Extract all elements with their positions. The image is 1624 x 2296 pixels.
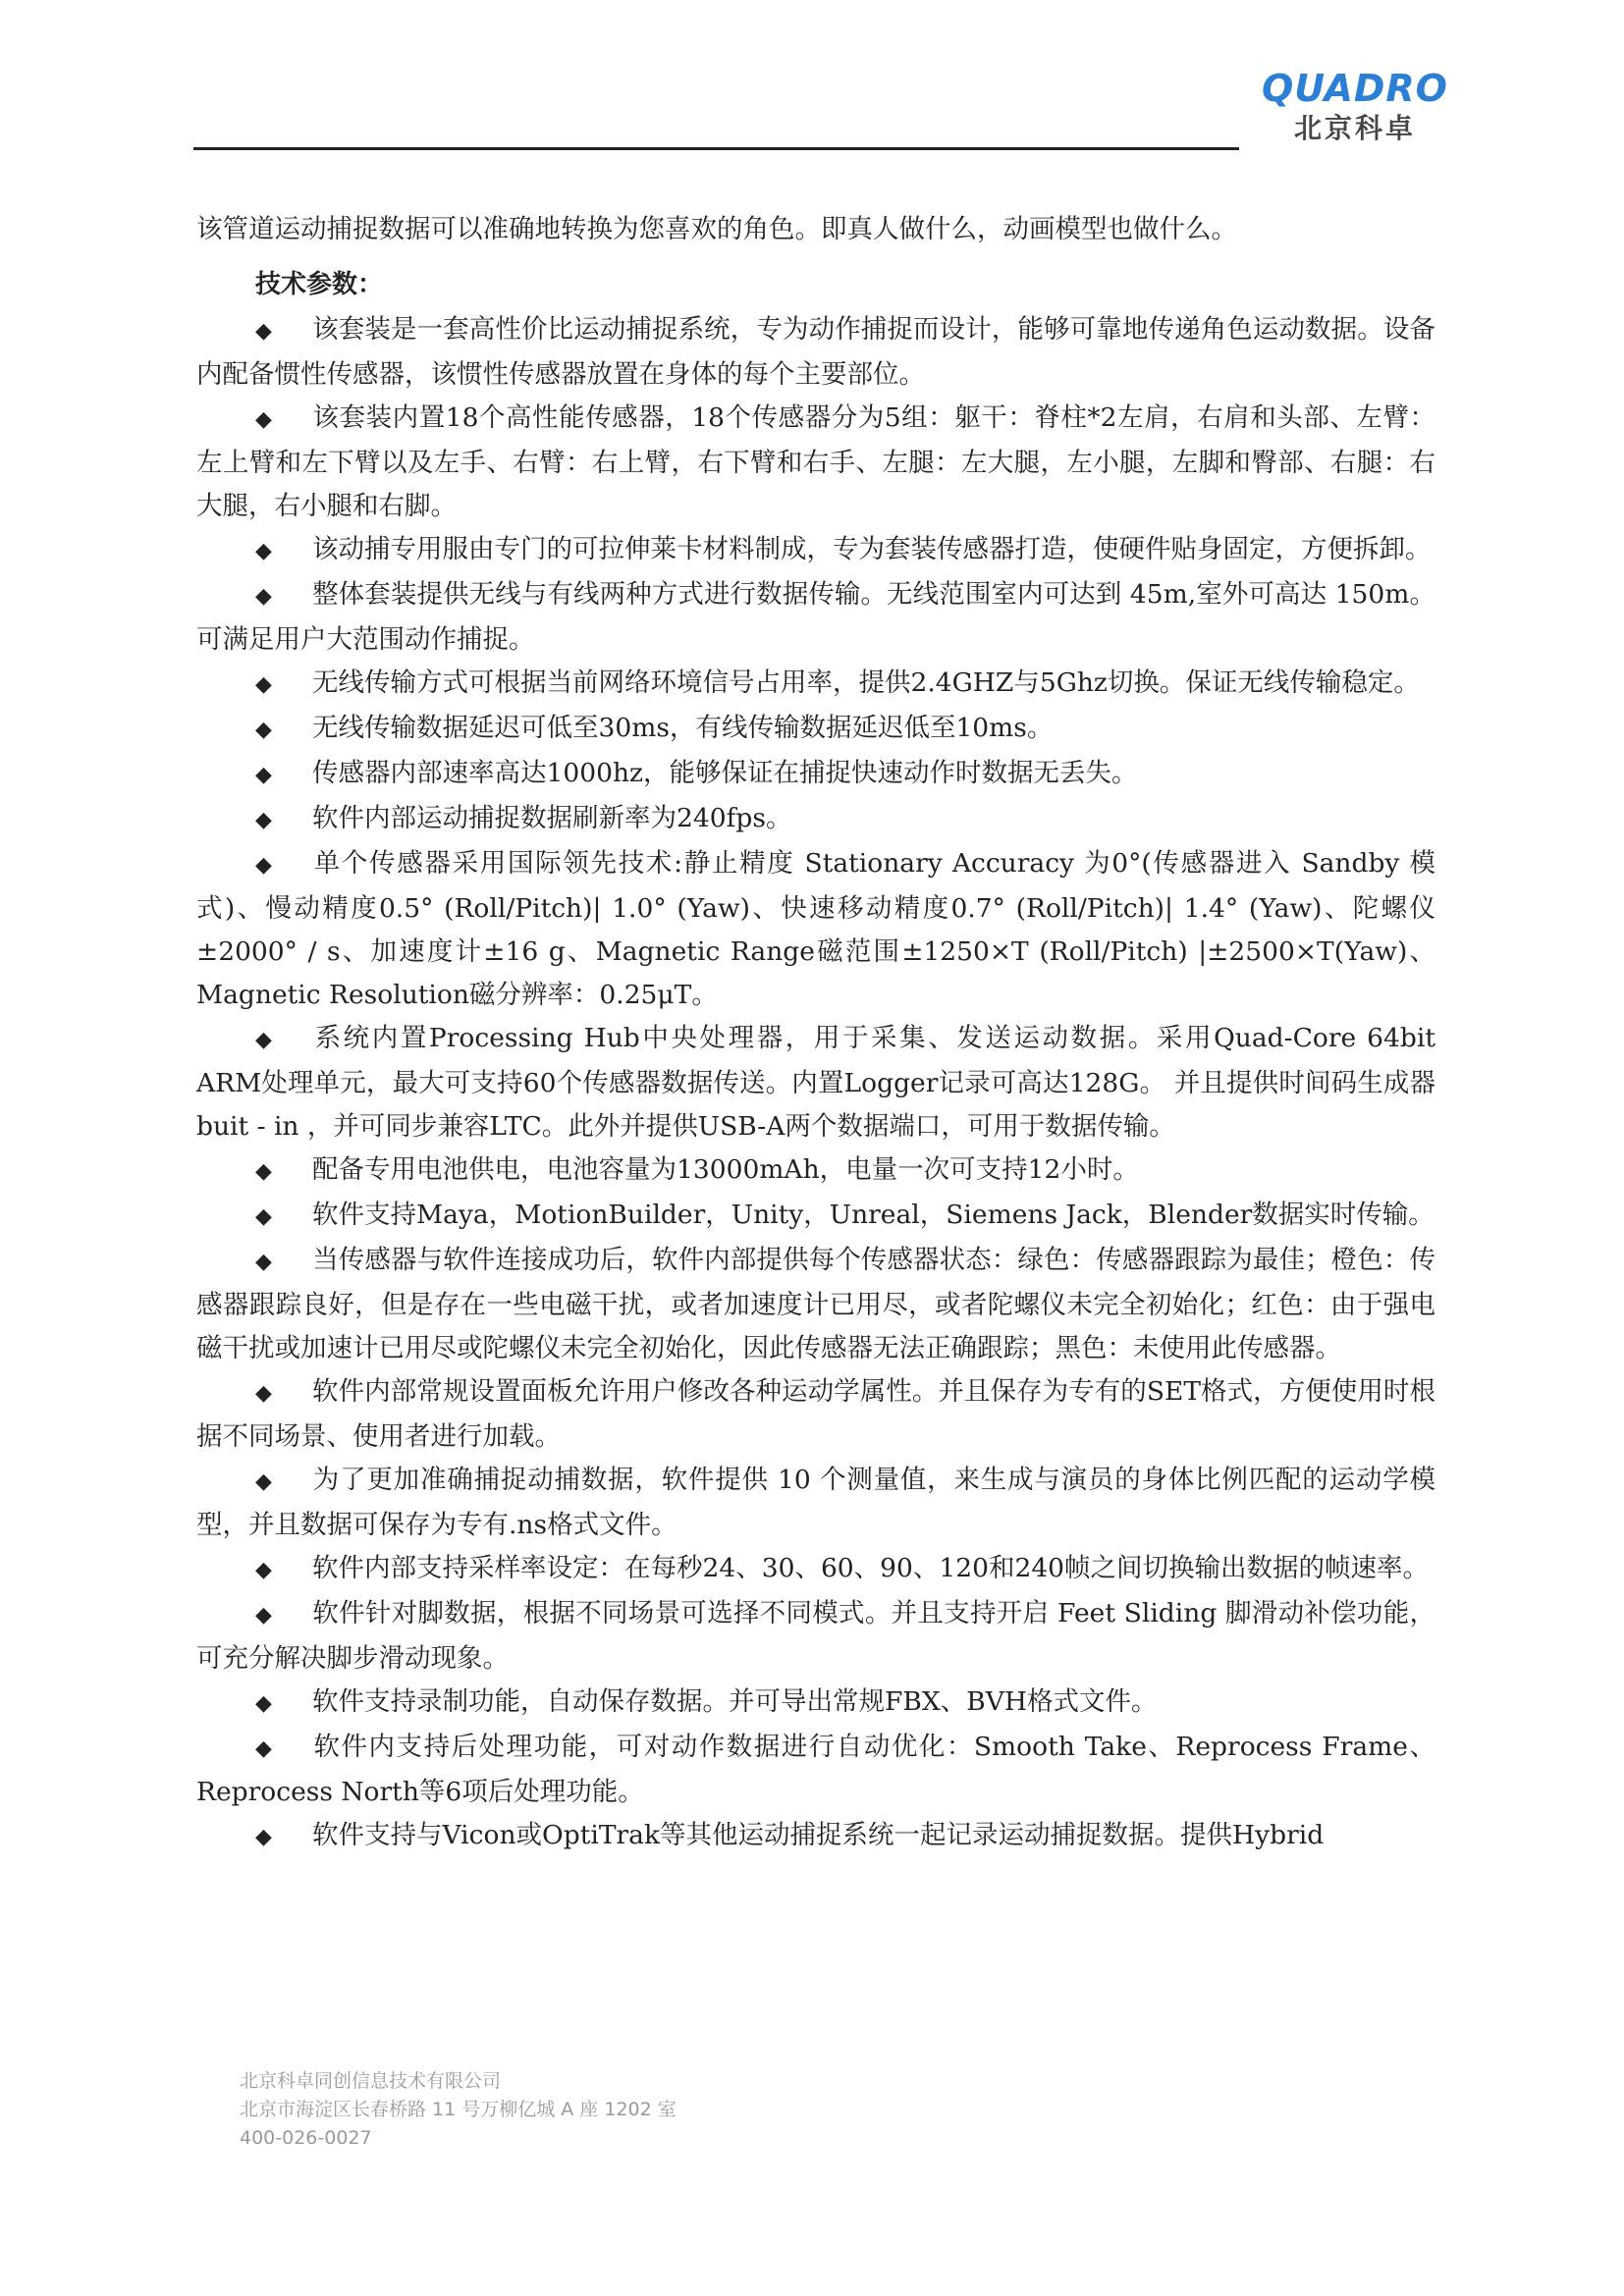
diamond-bullet-icon: ◆ [255, 718, 272, 742]
diamond-bullet-icon: ◆ [255, 584, 272, 609]
spec-bullet-text: 软件支持录制功能，自动保存数据。并可导出常规FBX、BVH格式文件。 [312, 1686, 1158, 1717]
spec-bullet-item [196, 308, 1435, 397]
diamond-bullet-icon: ◆ [255, 763, 272, 787]
page-footer [240, 2067, 677, 2153]
section-heading-specs: 技术参数： [255, 270, 384, 299]
logo-brand-text: QUADRO [1262, 67, 1448, 110]
logo-chinese-name: 北京科卓 [1293, 112, 1416, 144]
spec-bullet-text: 软件内部常规设置面板允许用户修改各种运动学属性。并且保存为专有的SET格式，方便使用时根据不同场景、使用者进行加载。 [196, 1376, 1435, 1452]
spec-bullet-item [196, 1017, 1435, 1148]
diamond-bullet-icon: ◆ [255, 1159, 272, 1184]
header-divider [193, 147, 1239, 150]
diamond-bullet-icon: ◆ [255, 1736, 272, 1761]
spec-bullet-item [196, 1547, 1435, 1592]
diamond-bullet-icon: ◆ [255, 539, 272, 563]
spec-bullet-item [196, 573, 1435, 662]
diamond-bullet-icon: ◆ [255, 1691, 272, 1716]
spec-bullet-item [196, 1681, 1435, 1726]
footer-company-name: 北京科卓同创信息技术有限公司 [240, 2070, 502, 2092]
diamond-bullet-icon: ◆ [255, 672, 272, 697]
diamond-bullet-icon: ◆ [255, 1825, 272, 1849]
document-body [196, 208, 1435, 1859]
diamond-bullet-icon: ◆ [255, 853, 272, 878]
spec-bullet-item [196, 528, 1435, 573]
spec-bullet-text: 该套装内置18个高性能传感器，18个传感器分为5组：躯干：脊柱*2左肩，右肩和头部、左臂：左上臂和左下臂以及左手、右臂：右上臂，右下臂和右手、左腿：左大腿，左小腿，左脚和臀部、右腿：右大腿，右小腿和右脚。 [196, 402, 1435, 521]
diamond-bullet-icon: ◆ [255, 1250, 272, 1274]
diamond-bullet-icon: ◆ [255, 319, 272, 344]
spec-bullet-item [196, 397, 1435, 528]
spec-bullet-list [196, 308, 1435, 1859]
spec-bullet-text: 软件内部支持采样率设定：在每秒24、30、60、90、120和240帧之间切换输出数据的帧速率。 [312, 1553, 1430, 1583]
spec-bullet-text: 无线传输方式可根据当前网络环境信号占用率，提供2.4GHZ与5Ghz切换。保证无线传输稳定。 [312, 667, 1420, 698]
spec-bullet-text: 软件内支持后处理功能，可对动作数据进行自动优化：Smooth Take、Reprocess Frame、Reprocess North等6项后处理功能。 [196, 1732, 1435, 1807]
diamond-bullet-icon: ◆ [255, 1028, 272, 1052]
diamond-bullet-icon: ◆ [255, 1381, 272, 1406]
company-logo [1257, 67, 1453, 145]
spec-bullet-text: 软件支持与Vicon或OptiTrak等其他运动捕捉系统一起记录运动捕捉数据。提供Hybrid [312, 1820, 1325, 1850]
spec-bullet-item [196, 707, 1435, 752]
diamond-bullet-icon: ◆ [255, 1469, 272, 1494]
diamond-bullet-icon: ◆ [255, 1204, 272, 1229]
intro-paragraph: 该管道运动捕捉数据可以准确地转换为您喜欢的角色。即真人做什么，动画模型也做什么。 [196, 214, 1237, 244]
spec-bullet-item [196, 752, 1435, 797]
diamond-bullet-icon: ◆ [255, 1558, 272, 1582]
diamond-bullet-icon: ◆ [255, 1603, 272, 1628]
diamond-bullet-icon: ◆ [255, 808, 272, 832]
spec-bullet-text: 为了更加准确捕捉动捕数据，软件提供 10 个测量值，来生成与演员的身体比例匹配的运动学模型，并且数据可保存为专有.ns格式文件。 [196, 1465, 1435, 1540]
spec-bullet-item [196, 1370, 1435, 1459]
spec-bullet-item [196, 1459, 1435, 1547]
spec-bullet-item [196, 662, 1435, 707]
footer-address: 北京市海淀区长春桥路 11 号万柳亿城 A 座 1202 室 [240, 2099, 677, 2120]
spec-bullet-text: 该套装是一套高性价比运动捕捉系统，专为动作捕捉而设计，能够可靠地传递角色运动数据。设备内配备惯性传感器，该惯性传感器放置在身体的每个主要部位。 [196, 314, 1435, 390]
spec-bullet-text: 传感器内部速率高达1000hz，能够保证在捕捉快速动作时数据无丢失。 [312, 758, 1138, 788]
spec-bullet-text: 配备专用电池供电，电池容量为13000mAh，电量一次可支持12小时。 [312, 1154, 1139, 1185]
spec-bullet-text: 整体套装提供无线与有线两种方式进行数据传输。无线范围室内可达到 45m,室外可高达 150m。可满足用户大范围动作捕捉。 [196, 579, 1435, 655]
spec-bullet-item [196, 797, 1435, 842]
spec-bullet-text: 系统内置Processing Hub中央处理器，用于采集、发送运动数据。采用Quad-Core 64bit ARM处理单元，最大可支持60个传感器数据传送。内置Logger记录可高达128G。 并且提供时间码生成器buit - in ，并可同步兼容LTC。此外并提供USB-A两个数据端口，可用于数据传输。 [196, 1023, 1435, 1142]
spec-bullet-text: 无线传输数据延迟可低至30ms，有线传输数据延迟低至10ms。 [312, 713, 1054, 743]
spec-bullet-text: 软件针对脚数据，根据不同场景可选择不同模式。并且支持开启 Feet Sliding 脚滑动补偿功能，可充分解决脚步滑动现象。 [196, 1598, 1435, 1674]
spec-bullet-text: 软件内部运动捕捉数据刷新率为240fps。 [312, 803, 792, 833]
spec-bullet-item [196, 1726, 1435, 1814]
spec-bullet-item [196, 842, 1435, 1017]
diamond-bullet-icon: ◆ [255, 407, 272, 432]
spec-bullet-item [196, 1814, 1435, 1859]
spec-bullet-text: 软件支持Maya，MotionBuilder，Unity，Unreal，Siemens Jack，Blender数据实时传输。 [312, 1200, 1435, 1230]
spec-bullet-text: 当传感器与软件连接成功后，软件内部提供每个传感器状态：绿色：传感器跟踪为最佳；橙色：传感器跟踪良好，但是存在一些电磁干扰，或者加速度计已用尽，或者陀螺仪未完全初始化；红色：由于强电磁干扰或加速计已用尽或陀螺仪未完全初始化，因此传感器无法正确跟踪；黑色：未使用此传感器。 [196, 1245, 1435, 1363]
spec-bullet-item [196, 1239, 1435, 1370]
spec-bullet-item [196, 1592, 1435, 1681]
spec-bullet-text: 该动捕专用服由专门的可拉伸莱卡材料制成，专为套装传感器打造，使硬件贴身固定，方便拆卸。 [312, 534, 1432, 564]
spec-bullet-item [196, 1148, 1435, 1194]
spec-bullet-text: 单个传感器采用国际领先技术:静止精度 Stationary Accuracy 为0°(传感器进入 Sandby 模式)、慢动精度0.5° (Roll/Pitch)| 1.0° (Yaw)、快速移动精度0.7° (Roll/Pitch)| 1.4° (Yaw)、陀螺仪±2000° / s、加速度计±16 g、Magnetic Range磁范围±1250×T (Roll/Pitch) |±2500×T(Yaw)、Magnetic Resolution磁分辨率：0.25μT。 [196, 848, 1435, 1010]
footer-phone: 400-026-0027 [240, 2127, 372, 2149]
spec-bullet-item [196, 1194, 1435, 1239]
